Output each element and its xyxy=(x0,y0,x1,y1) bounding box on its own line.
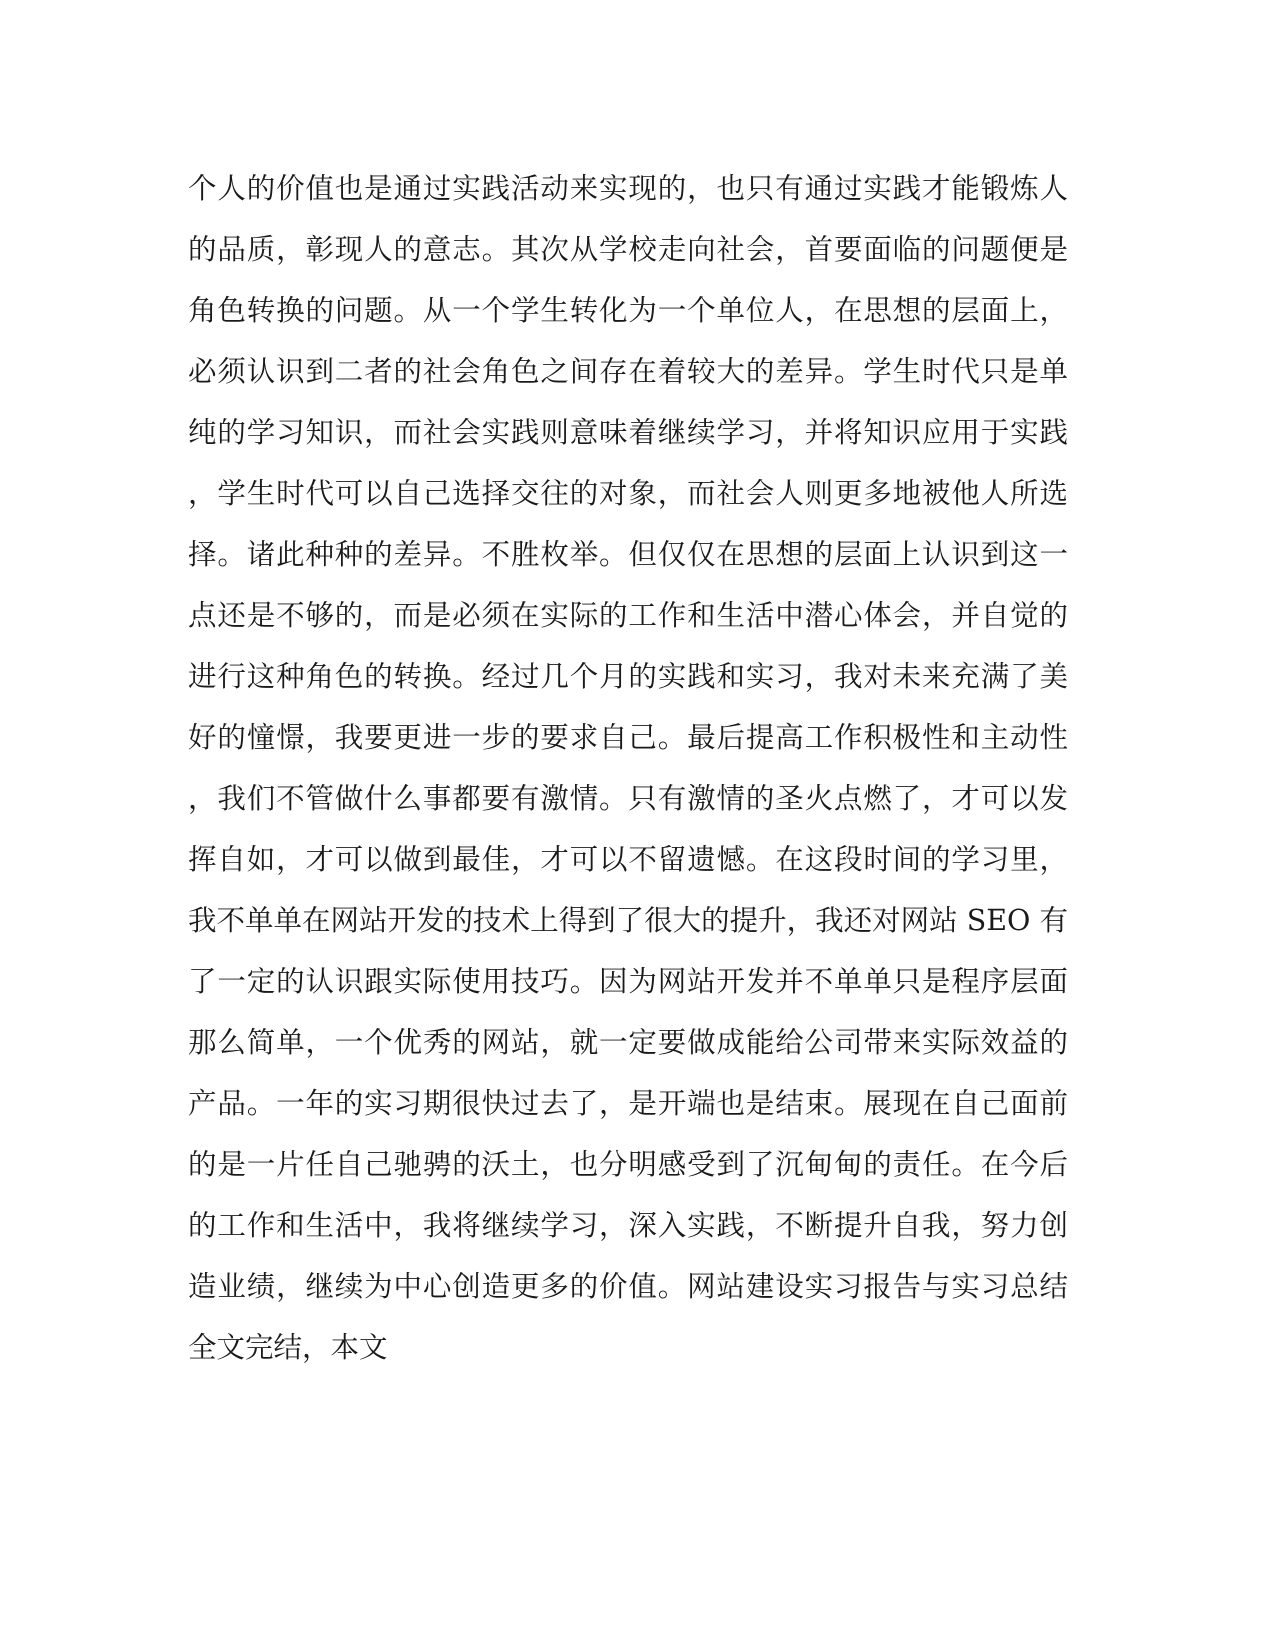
text-line: 的是一片任自己驰骋的沃土，也分明感受到了沉甸甸的责任。在今后 xyxy=(188,1148,1068,1181)
text-line: 造业绩，继续为中心创造更多的价值。网站建设实习报告与实习总结 xyxy=(188,1270,1068,1303)
text-line: 角色转换的问题。从一个学生转化为一个单位人，在思想的层面上， xyxy=(188,294,1068,327)
body-text xyxy=(188,158,1068,1378)
text-line: 必须认识到二者的社会角色之间存在着较大的差异。学生时代只是单 xyxy=(188,355,1068,388)
text-line: ，学生时代可以自己选择交往的对象，而社会人则更多地被他人所选 xyxy=(188,477,1068,510)
text-line: 个人的价值也是通过实践活动来实现的，也只有通过实践才能锻炼人 xyxy=(188,172,1068,205)
text-line: 好的憧憬，我要更进一步的要求自己。最后提高工作积极性和主动性 xyxy=(188,721,1068,754)
text-line: 全文完结，本文 xyxy=(188,1331,388,1364)
text-line: 的品质，彰现人的意志。其次从学校走向社会，首要面临的问题便是 xyxy=(188,233,1068,266)
text-line: 了一定的认识跟实际使用技巧。因为网站开发并不单单只是程序层面 xyxy=(188,965,1068,998)
text-line: 点还是不够的，而是必须在实际的工作和生活中潜心体会，并自觉的 xyxy=(188,599,1068,632)
text-line: 进行这种角色的转换。经过几个月的实践和实习，我对未来充满了美 xyxy=(188,660,1068,693)
text-line: 的工作和生活中，我将继续学习，深入实践，不断提升自我，努力创 xyxy=(188,1209,1068,1242)
text-line: 纯的学习知识，而社会实践则意味着继续学习，并将知识应用于实践 xyxy=(188,416,1068,449)
text-line: 那么简单，一个优秀的网站，就一定要做成能给公司带来实际效益的 xyxy=(188,1026,1068,1059)
text-line: 我不单单在网站开发的技术上得到了很大的提升，我还对网站 SEO 有 xyxy=(188,904,1068,937)
text-line: 产品。一年的实习期很快过去了，是开端也是结束。展现在自己面前 xyxy=(188,1087,1068,1120)
text-line: 挥自如，才可以做到最佳，才可以不留遗憾。在这段时间的学习里， xyxy=(188,843,1068,876)
text-line: ，我们不管做什么事都要有激情。只有激情的圣火点燃了，才可以发 xyxy=(188,782,1068,815)
text-line: 择。诸此种种的差异。不胜枚举。但仅仅在思想的层面上认识到这一 xyxy=(188,538,1068,571)
